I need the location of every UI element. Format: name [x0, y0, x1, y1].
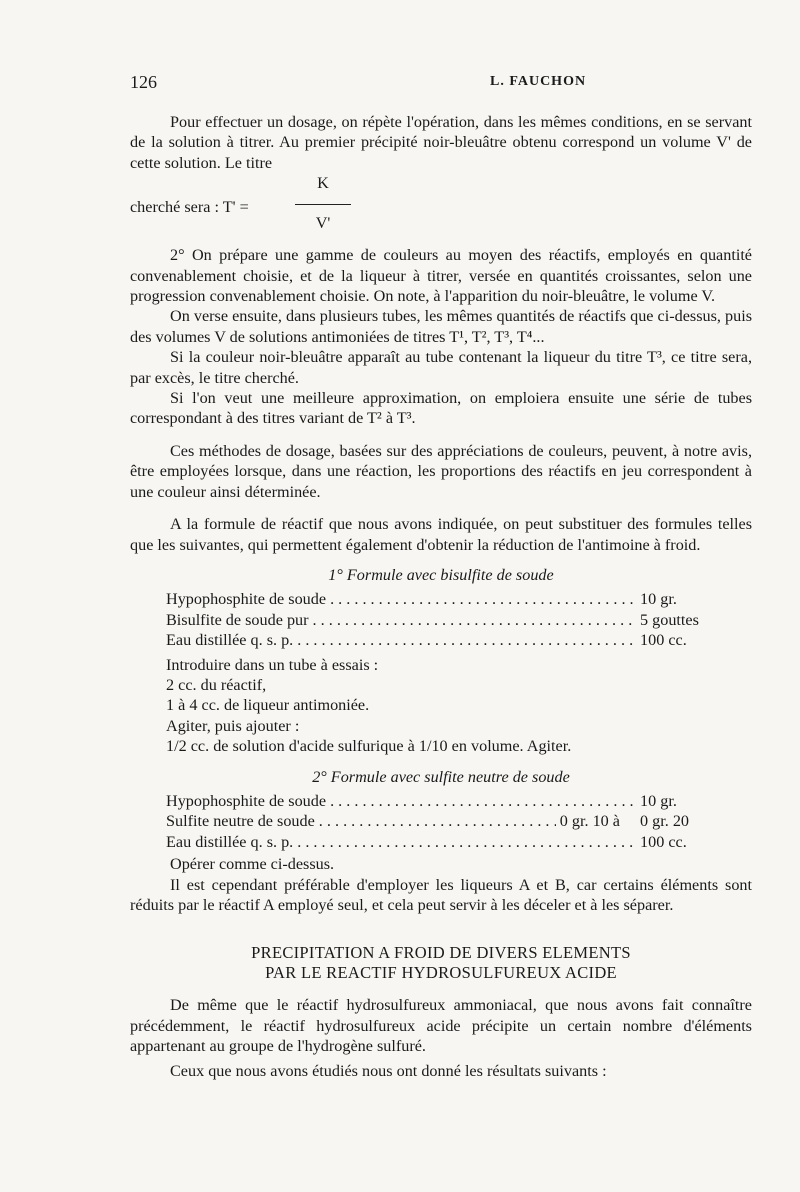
formula-label: cherché sera : T' = — [130, 198, 249, 217]
leader-dots — [297, 832, 636, 852]
recipe-row — [166, 832, 752, 852]
section-title-line: PRECIPITATION A FROID DE DIVERS ELEMENTS — [251, 943, 631, 963]
paragraph: Si l'on veut une meilleure approximation, on emploiera ensuite une série de tubes correspondant à des titres variant de T² à T³. — [130, 389, 752, 428]
paragraph: A la formule de réactif que nous avons indiquée, on peut substituer des formules telles que les suivantes, qui permettent également d'obtenir la réduction de l'antimoine à froid. — [130, 515, 752, 554]
ingredient-name: Sulfite neutre de soude — [166, 812, 315, 831]
ingredient-quantity: 10 gr. — [640, 791, 677, 810]
ingredient-name: Eau distillée q. s. p. — [166, 832, 294, 851]
formula1-recipe — [166, 589, 752, 650]
ingredient-quantity: 100 cc. — [640, 832, 687, 851]
section-title — [130, 943, 752, 983]
leader-dots — [319, 811, 556, 831]
instruction-line: Agiter, puis ajouter : — [166, 716, 300, 735]
formula2-recipe — [166, 791, 752, 852]
fraction-bar — [295, 204, 351, 205]
ingredient-quantity: 5 gouttes — [640, 610, 699, 629]
ingredient-range: 0 gr. 10 à — [559, 812, 620, 831]
paragraph: 2° On prépare une gamme de couleurs au moyen des réactifs, employés en quantité convenablement choisie, et de la liqueur à titrer, versée en quantités croissantes, selon une progression convenablement choisie. On note, à l'apparition du noir-bleuâtre, le volume V. — [130, 246, 752, 306]
ingredient-quantity: 0 gr. 20 — [640, 812, 690, 831]
recipe-row — [166, 811, 752, 831]
leader-dots — [313, 610, 636, 630]
recipe-row — [166, 791, 752, 811]
paragraph: Pour effectuer un dosage, on répète l'opération, dans les mêmes conditions, en se servant de la solution à titrer. Au premier précipité noir-bleuâtre obtenu correspond un volume V' de cette solution. Le titre — [130, 113, 752, 172]
recipe-row — [166, 610, 752, 630]
formula-numerator: K — [317, 174, 329, 193]
formula1-instructions — [166, 655, 752, 757]
page-number: 126 — [130, 72, 157, 92]
ingredient-name: Bisulfite de soude pur — [166, 610, 309, 629]
instruction-line: 1 à 4 cc. de liqueur antimoniée. — [166, 696, 370, 715]
leader-dots — [297, 630, 636, 650]
formula2-heading: 2° Formule avec sulfite neutre de soude — [312, 767, 570, 786]
titre-formula — [130, 173, 752, 237]
running-title: L. FAUCHON — [490, 74, 587, 89]
ingredient-quantity: 100 cc. — [640, 631, 687, 650]
page-body — [130, 112, 752, 1081]
paragraph: Opérer comme ci-dessus. — [170, 855, 335, 874]
ingredient-name: Hypophosphite de soude — [166, 791, 327, 810]
instruction-line: 2 cc. du réactif, — [166, 675, 267, 694]
page-header — [130, 72, 752, 96]
formula1-heading: 1° Formule avec bisulfite de soude — [328, 565, 554, 584]
leader-dots — [330, 791, 636, 811]
instruction-line: 1/2 cc. de solution d'acide sulfurique à 1/10 en volume. Agiter. — [166, 737, 572, 756]
ingredient-quantity: 10 gr. — [640, 590, 677, 609]
formula-denominator: V' — [315, 214, 331, 233]
paragraph: Si la couleur noir-bleuâtre apparaît au tube contenant la liqueur du titre T³, ce titre sera, par excès, le titre cherché. — [130, 348, 752, 387]
recipe-row — [166, 589, 752, 609]
paragraph: Ceux que nous avons étudiés nous ont donné les résultats suivants : — [170, 1061, 607, 1080]
paragraph: On verse ensuite, dans plusieurs tubes, les mêmes quantités de réactifs que ci-dessus, puis des volumes V de solutions antimoniées de titres T¹, T², T³, T⁴... — [130, 307, 752, 346]
paragraph: Ces méthodes de dosage, basées sur des appréciations de couleurs, peuvent, à notre avis, être employées lorsque, dans une réaction, les proportions des réactifs en jeu correspondent à une couleur ainsi déterminée. — [130, 441, 752, 501]
leader-dots — [330, 589, 636, 609]
ingredient-name: Hypophosphite de soude — [166, 590, 327, 609]
paragraph: Il est cependant préférable d'employer les liqueurs A et B, car certains éléments sont réduits par le réactif A employé seul, et cela peut servir à les déceler et à les séparer. — [130, 875, 752, 914]
instruction-line: Introduire dans un tube à essais : — [166, 655, 379, 674]
section-title-line: PAR LE REACTIF HYDROSULFUREUX ACIDE — [265, 963, 617, 983]
recipe-row — [166, 630, 752, 650]
ingredient-name: Eau distillée q. s. p. — [166, 631, 294, 650]
paragraph: De même que le réactif hydrosulfureux ammoniacal, que nous avons fait connaître précédemment, le réactif hydrosulfureux acide précipite un certain nombre d'éléments appartenant au groupe de l'hydrogène sulfuré. — [130, 996, 752, 1056]
